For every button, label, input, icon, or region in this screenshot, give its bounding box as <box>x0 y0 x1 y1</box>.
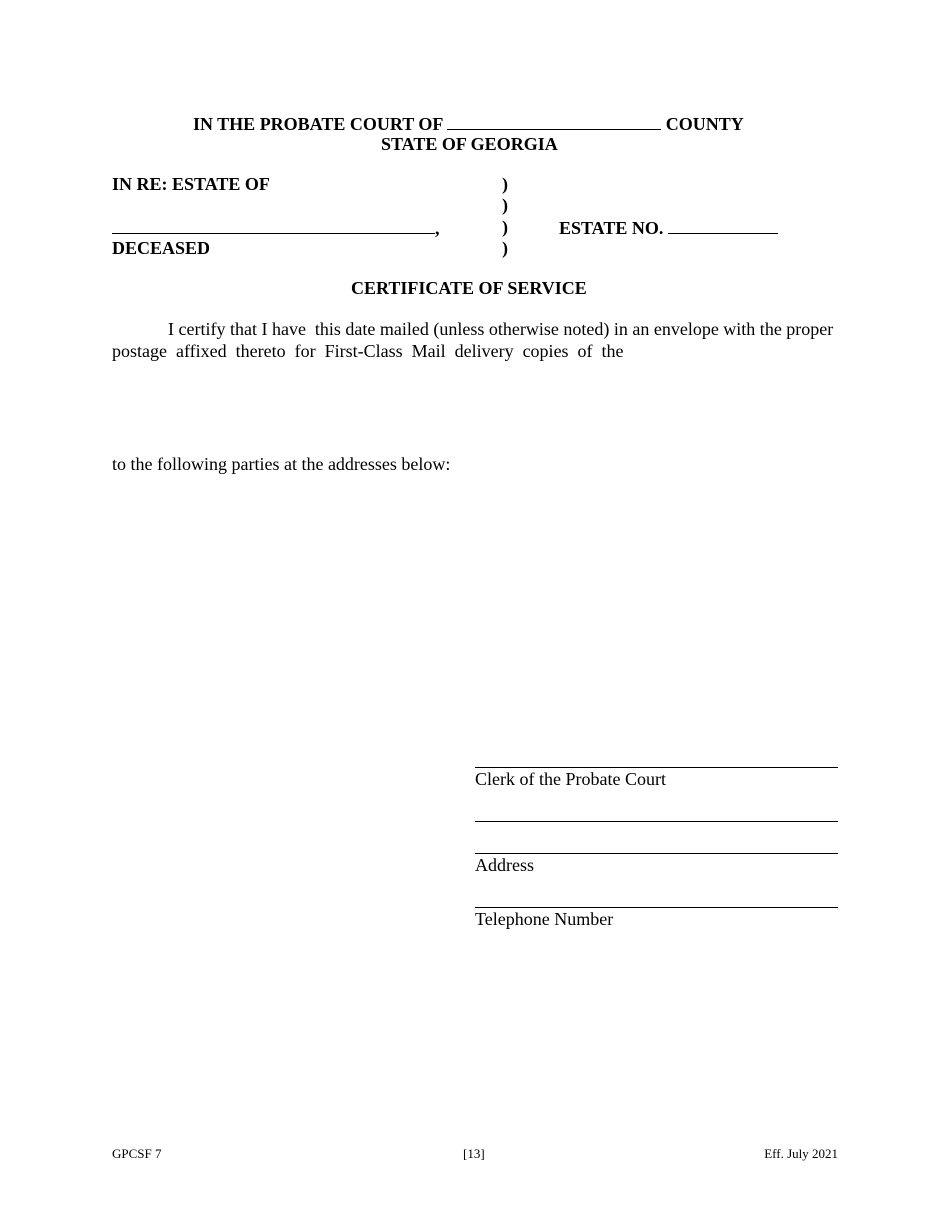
certificate-body-line-1: I certify that I have this date mailed (unless otherwise noted) in an envelope with the proper <box>168 319 834 339</box>
certificate-body-line-2: postage affixed thereto for First-Class Mail delivery copies of the <box>112 341 624 361</box>
telephone-line[interactable] <box>475 907 838 908</box>
footer-form-id: GPCSF 7 <box>112 1146 162 1161</box>
deceased-label: DECEASED <box>112 238 211 258</box>
decedent-name-blank[interactable] <box>112 217 435 234</box>
footer-effective-date: Eff. July 2021 <box>764 1146 838 1161</box>
court-prefix: IN THE PROBATE COURT OF <box>193 114 443 134</box>
estate-no-blank[interactable] <box>668 217 778 234</box>
decedent-comma: , <box>435 218 440 238</box>
decedent-name-line <box>112 217 440 239</box>
court-suffix: COUNTY <box>665 114 744 134</box>
estate-no-line <box>559 217 778 239</box>
address-line-2[interactable] <box>475 853 838 854</box>
caption-paren: ) <box>502 238 508 258</box>
in-re-label: IN RE: ESTATE OF <box>112 174 270 194</box>
caption-paren: ) <box>502 195 508 215</box>
address-line-1[interactable] <box>475 821 838 822</box>
address-label: Address <box>475 855 534 875</box>
certificate-body-line-3: to the following parties at the addresses below: <box>112 454 451 474</box>
certificate-title: CERTIFICATE OF SERVICE <box>351 278 587 298</box>
telephone-label: Telephone Number <box>475 909 614 929</box>
county-blank[interactable] <box>447 113 661 130</box>
court-header-line <box>193 113 744 135</box>
footer-page-number: [13] <box>463 1146 485 1161</box>
estate-no-label: ESTATE NO. <box>559 218 664 238</box>
state-heading: STATE OF GEORGIA <box>381 134 558 154</box>
caption-paren: ) <box>502 217 508 237</box>
clerk-signature-line[interactable] <box>475 767 838 768</box>
caption-paren: ) <box>502 174 508 194</box>
clerk-label: Clerk of the Probate Court <box>475 769 666 789</box>
